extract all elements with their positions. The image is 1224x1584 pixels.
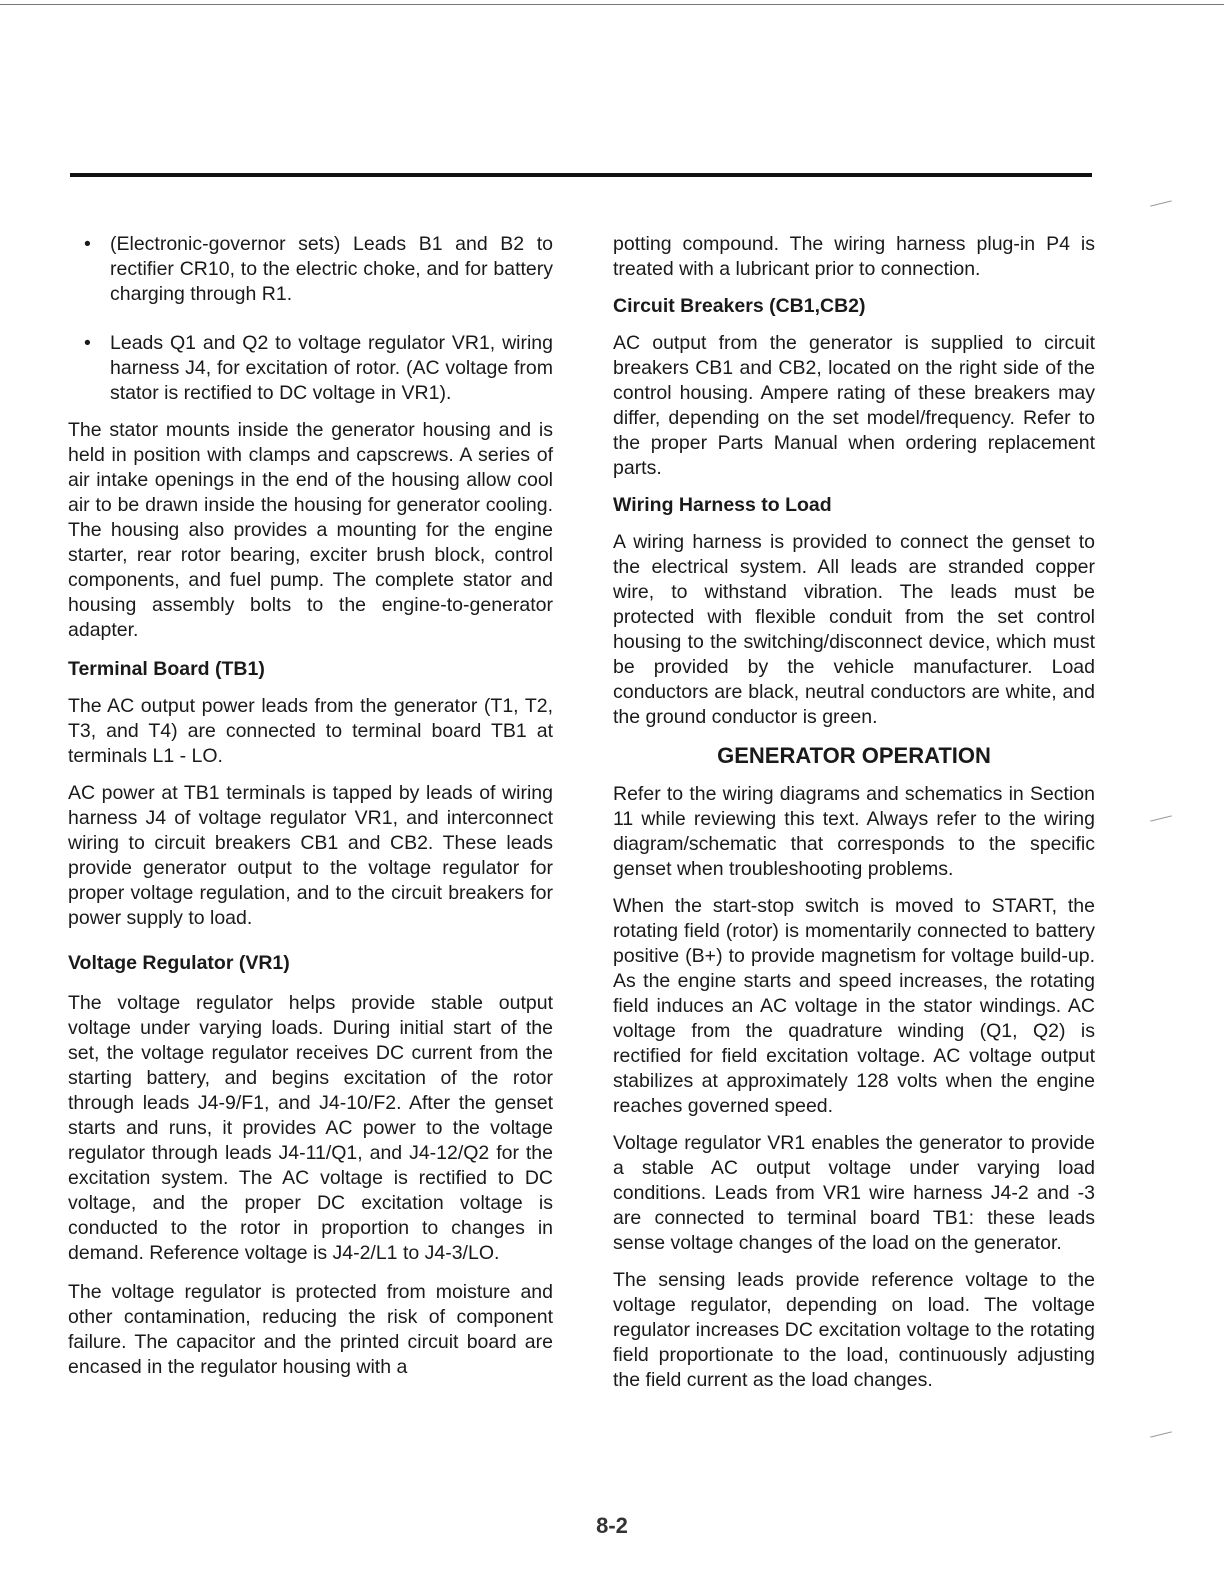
bullet-text: (Electronic-governor sets) Leads B1 and B2 to rectifier CR10, to the electric choke, and for battery charging through R1.	[110, 233, 553, 305]
stator-paragraph: The stator mounts inside the generator housing and is held in position with clamps and capscrews. A series of air intake openings in the end of the housing allow cool air to be drawn inside the housing for generator cooling. The housing also provides a mounting for the engine starter, rear rotor bearing, exciter brush block, control components, and fuel pump. The complete stator and housing assembly bolts to the engine-to-generator adapter.	[68, 419, 553, 641]
wiring-harness-paragraph: A wiring harness is provided to connect the genset to the electrical system. All leads are stranded copper wire, to withstand vibration. The leads must be protected with flexible conduit from the set control housing to the switching/disconnect device, which must be provided by the vehicle manufacturer. Load conductors are black, neutral conductors are white, and the ground conductor is green.	[613, 531, 1095, 728]
generator-operation-paragraph: Voltage regulator VR1 enables the generator to provide a stable AC output voltage under varying load conditions. Leads from VR1 wire harness J4-2 and -3 are connected to terminal board TB1: these leads sense voltage changes of the load on the generator.	[613, 1132, 1095, 1254]
bullet-item	[68, 331, 553, 406]
header-rule	[70, 173, 1092, 177]
bullet-item	[68, 232, 553, 307]
bullet-text: Leads Q1 and Q2 to voltage regulator VR1, wiring harness J4, for excitation of rotor. (AC voltage from stator is rectified to DC voltage in VR1).	[110, 332, 553, 404]
left-column	[68, 232, 553, 1392]
generator-operation-paragraph: When the start-stop switch is moved to START, the rotating field (rotor) is momentarily connected to battery positive (B+) to provide magnetism for voltage build-up. As the engine starts and speed increases, the rotating field induces an AC voltage in the stator windings. AC voltage from the quadrature winding (Q1, Q2) is rectified for field excitation voltage. AC voltage output stabilizes at approximately 128 volts when the engine reaches governed speed.	[613, 895, 1095, 1117]
circuit-breakers-paragraph: AC output from the generator is supplied to circuit breakers CB1 and CB2, located on the right side of the control housing. Ampere rating of these breakers may differ, depending on the set model/frequency. Refer to the proper Parts Manual when ordering replacement parts.	[613, 332, 1095, 479]
bullet-marker: •	[84, 233, 91, 255]
right-column	[613, 232, 1095, 1405]
wiring-harness-heading: Wiring Harness to Load	[613, 494, 832, 516]
circuit-breakers-heading: Circuit Breakers (CB1,CB2)	[613, 295, 866, 317]
margin-mark	[1150, 1431, 1172, 1437]
scan-top-edge-line	[0, 4, 1224, 5]
bullet-marker: •	[84, 332, 91, 354]
margin-mark	[1150, 200, 1172, 206]
generator-operation-heading: GENERATOR OPERATION	[717, 743, 991, 768]
margin-mark	[1150, 815, 1172, 821]
voltage-regulator-paragraph: The voltage regulator is protected from moisture and other contamination, reducing the risk of component failure. The capacitor and the printed circuit board are encased in the regulator housing with a	[68, 1281, 553, 1378]
voltage-regulator-heading: Voltage Regulator (VR1)	[68, 952, 290, 974]
terminal-board-paragraph: AC power at TB1 terminals is tapped by leads of wiring harness J4 of voltage regulator VR1, and interconnect wiring to circuit breakers CB1 and CB2. These leads provide generator output to the voltage regulator for proper voltage regulation, and to the circuit breakers for power supply to load.	[68, 782, 553, 929]
generator-operation-paragraph: The sensing leads provide reference voltage to the voltage regulator, depending on load. The voltage regulator increases DC excitation voltage to the rotating field proportionate to the load, continuously adjusting the field current as the load changes.	[613, 1269, 1095, 1391]
page-number: 8-2	[596, 1513, 628, 1538]
generator-operation-paragraph: Refer to the wiring diagrams and schematics in Section 11 while reviewing this text. Always refer to the wiring diagram/schematic that corresponds to the specific genset when troubleshooting problems.	[613, 783, 1095, 880]
terminal-board-heading: Terminal Board (TB1)	[68, 658, 265, 680]
continuation-paragraph: potting compound. The wiring harness plug-in P4 is treated with a lubricant prior to connection.	[613, 233, 1095, 280]
voltage-regulator-paragraph: The voltage regulator helps provide stable output voltage under varying loads. During initial start of the set, the voltage regulator receives DC current from the starting battery, and begins excitation of the rotor through leads J4-9/F1, and J4-10/F2. After the genset starts and runs, it provides AC power to the voltage regulator through leads J4-11/Q1, and J4-12/Q2 for the excitation system. The AC voltage is rectified to DC voltage, and the proper DC excitation voltage is conducted to the rotor in proportion to changes in demand. Reference voltage is J4-2/L1 to J4-3/LO.	[68, 992, 553, 1264]
terminal-board-paragraph: The AC output power leads from the generator (T1, T2, T3, and T4) are connected to terminal board TB1 at terminals L1 - LO.	[68, 695, 553, 767]
